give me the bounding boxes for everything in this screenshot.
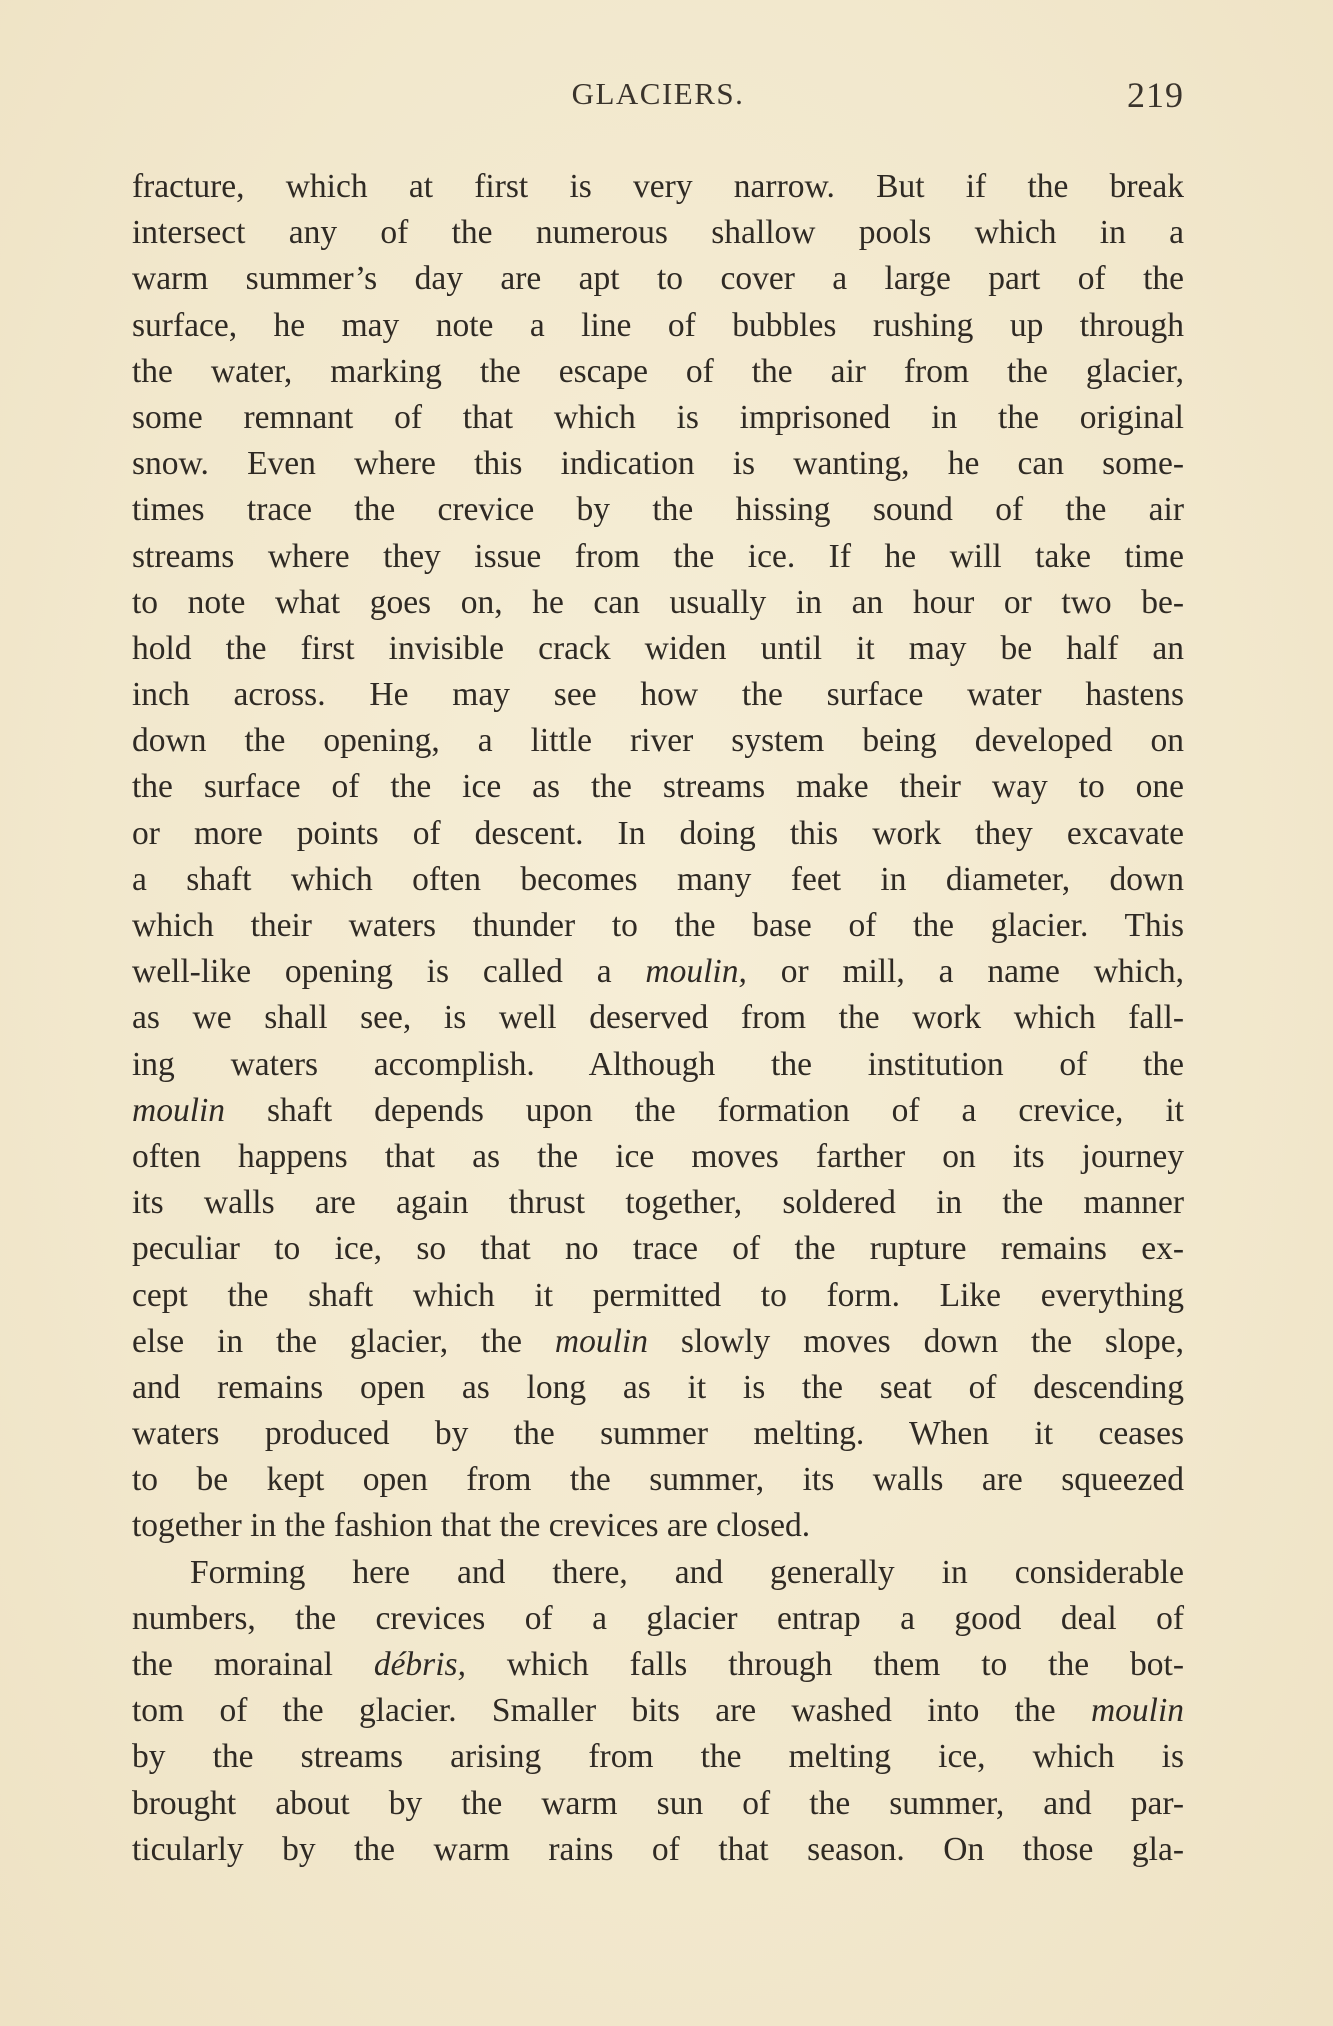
- text-line: intersect any of the numerous shallow pools which in a: [132, 214, 1184, 252]
- text-line: streams where they issue from the ice. If he will take time: [132, 537, 1184, 575]
- text-line: [132, 1088, 1184, 1134]
- text-line: often happens that as the ice moves farther on its journey: [132, 1137, 1184, 1175]
- page-number: 219: [1127, 75, 1184, 115]
- text-line: its walls are again thrust together, soldered in the manner: [132, 1184, 1184, 1222]
- text-line: a shaft which often becomes many feet in diameter, down: [132, 860, 1184, 898]
- text-line: by the streams arising from the melting ice, which is: [132, 1738, 1184, 1776]
- italic-term: moulin: [554, 1322, 648, 1360]
- text-line: fracture, which at first is very narrow. But if the break: [132, 168, 1184, 205]
- text-line: ing waters accomplish. Although the institution of the: [132, 1045, 1184, 1083]
- text-line: or more points of descent. In doing this work they excavate: [132, 814, 1184, 852]
- text-line: times trace the crevice by the hissing sound of the air: [132, 491, 1184, 529]
- text-line: the water, marking the escape of the air from the glacier,: [132, 352, 1184, 390]
- text-run: else in the glacier, the: [132, 1322, 555, 1360]
- text-line: ticularly by the warm rains of that season. On those gla-: [132, 1830, 1184, 1868]
- paragraph-first-line: Forming here and there, and generally in considerable: [190, 1553, 1184, 1591]
- italic-term: moulin: [132, 1091, 226, 1129]
- text-line: to note what goes on, he can usually in an hour or two be-: [132, 583, 1184, 621]
- text-run: which falls through them to the bot-: [465, 1646, 1184, 1683]
- text-line: [132, 949, 1184, 995]
- text-line: [132, 1688, 1184, 1734]
- text-run: or mill, a name which,: [746, 953, 1184, 991]
- text-line: the surface of the ice as the streams make their way to one: [132, 768, 1184, 806]
- text-line: surface, he may note a line of bubbles rushing up through: [132, 306, 1184, 344]
- text-line: as we shall see, is well deserved from the work which fall-: [132, 999, 1184, 1037]
- text-line: down the opening, a little river system being developed on: [132, 722, 1184, 760]
- text-line: together in the fashion that the crevices are closed.: [132, 1507, 811, 1545]
- text-line: some remnant of that which is imprisoned in the original: [132, 398, 1184, 436]
- running-head: GLACIERS.: [571, 76, 745, 111]
- italic-term: débris,: [373, 1646, 466, 1683]
- text-line: hold the first invisible crack widen until it may be half an: [132, 629, 1184, 667]
- body-text: [132, 164, 1184, 1873]
- text-run: well-like opening is called a: [132, 953, 646, 991]
- text-line: [132, 1642, 1184, 1688]
- italic-term: moulin: [1090, 1692, 1184, 1730]
- text-line: peculiar to ice, so that no trace of the rupture remains ex-: [132, 1230, 1184, 1268]
- text-line: warm summer’s day are apt to cover a large part of the: [132, 260, 1184, 298]
- text-line: inch across. He may see how the surface water hastens: [132, 676, 1184, 714]
- text-line: numbers, the crevices of a glacier entrap a good deal of: [132, 1599, 1184, 1637]
- text-run: tom of the glacier. Smaller bits are washed into the: [132, 1692, 1091, 1730]
- text-line: to be kept open from the summer, its walls are squeezed: [132, 1461, 1184, 1499]
- text-run: the morainal: [132, 1646, 374, 1683]
- italic-term: moulin,: [645, 953, 747, 991]
- text-run: slowly moves down the slope,: [647, 1322, 1185, 1360]
- text-line: waters produced by the summer melting. When it ceases: [132, 1415, 1184, 1453]
- text-run: shaft depends upon the formation of a crevice, it: [225, 1091, 1184, 1129]
- text-line: [132, 1319, 1184, 1365]
- page-header: [132, 76, 1184, 126]
- text-line: which their waters thunder to the base of the glacier. This: [132, 907, 1184, 944]
- text-line: cept the shaft which it permitted to form. Like everything: [132, 1276, 1184, 1314]
- text-line: brought about by the warm sun of the summer, and par-: [132, 1784, 1184, 1822]
- text-line: and remains open as long as it is the seat of descending: [132, 1368, 1184, 1406]
- text-line: snow. Even where this indication is wanting, he can some-: [132, 445, 1184, 483]
